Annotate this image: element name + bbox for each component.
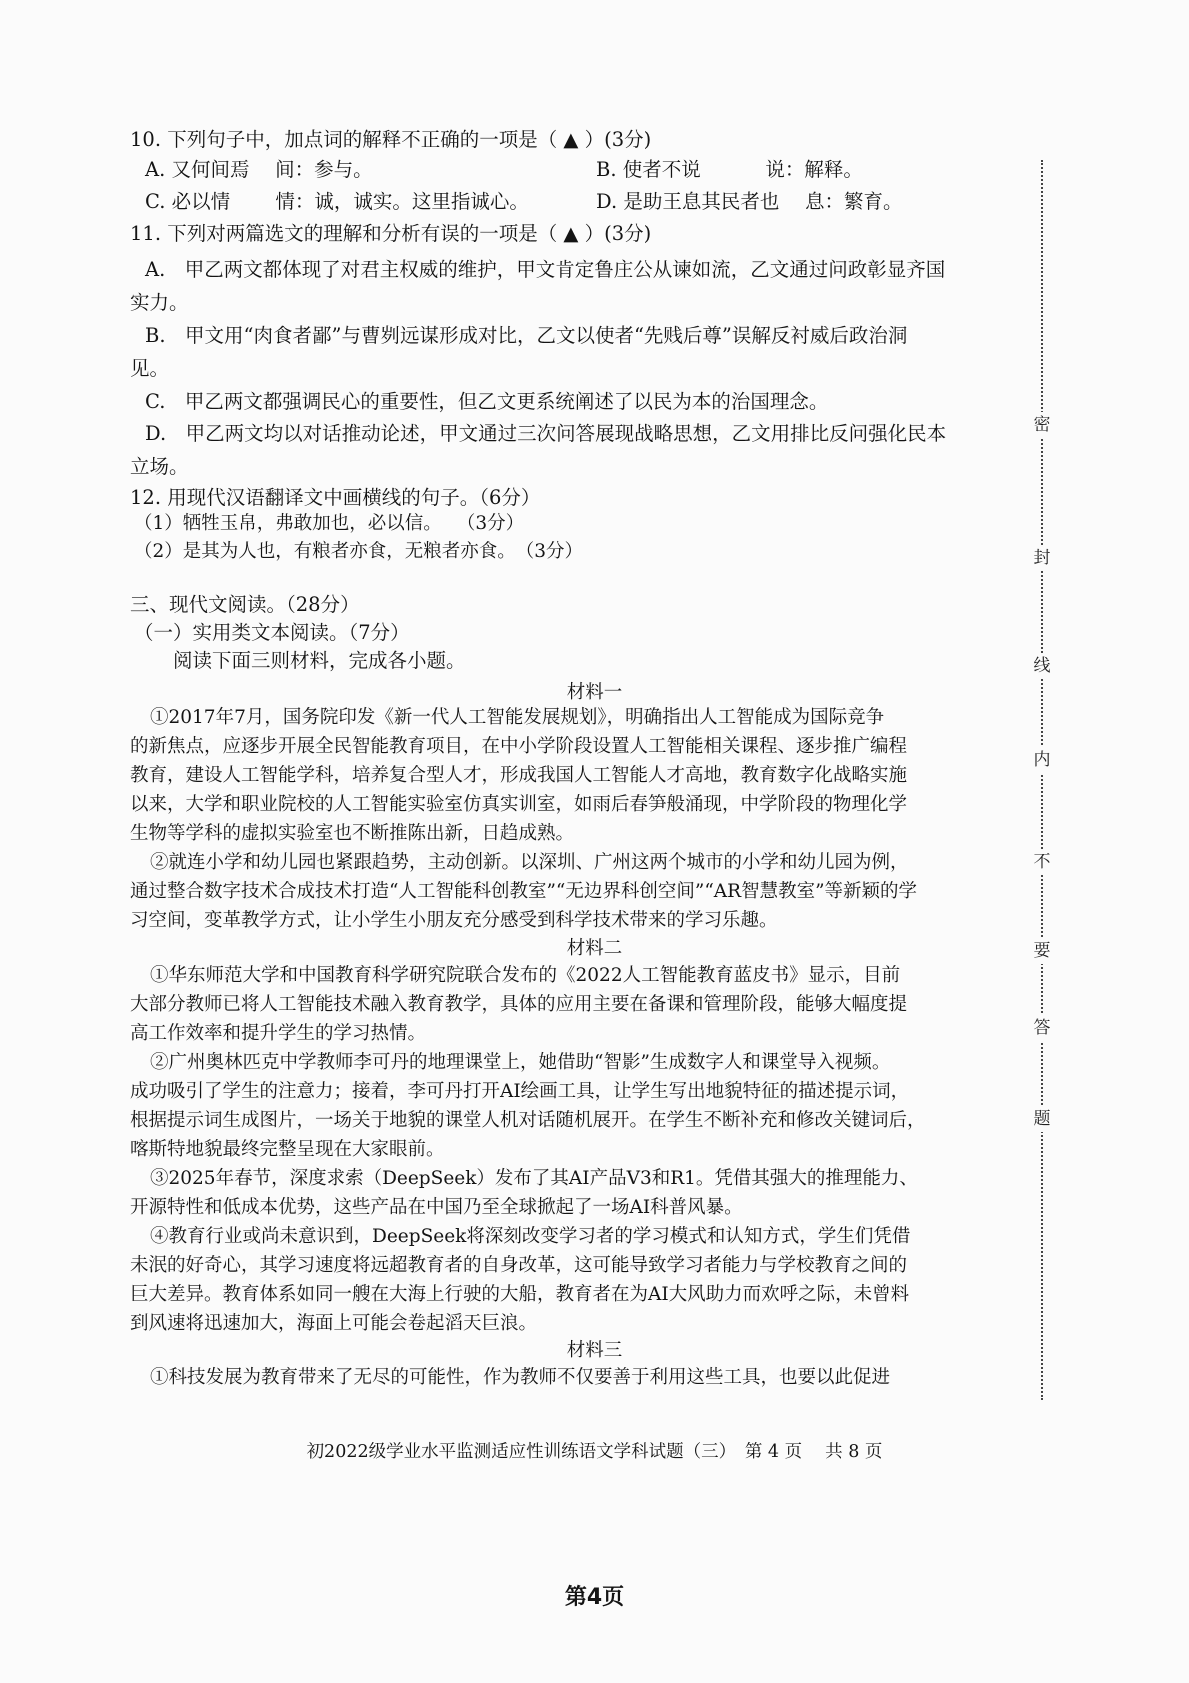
- material1-line: ①2017年7月，国务院印发《新一代人工智能发展规划》，明确指出人工智能成为国际竞争: [150, 707, 885, 728]
- material1-line: ②就连小学和幼儿园也紧跟趋势，主动创新。以深圳、广州这两个城市的小学和幼儿园为例，: [150, 852, 909, 873]
- q11-option-b-line1: B. 甲文用“肉食者鄙”与曹刿远谋形成对比，乙文以使者“先贱后尊”误解反衬威后政治洞: [145, 324, 908, 347]
- material2-line: 高工作效率和提升学生的学习热情。: [130, 1023, 427, 1044]
- material2-line: 成功吸引了学生的注意力；接着，李可丹打开AI绘画工具，让学生写出地貌特征的描述提示词，: [130, 1081, 910, 1102]
- q10-stem: 10. 下列句子中，加点词的解释不正确的一项是（ ▲ ）(3分): [130, 128, 652, 151]
- seal-margin-char: 要: [1030, 938, 1054, 964]
- q10-option-b: B. 使者不说 说：解释。: [596, 158, 863, 181]
- material2-line: 喀斯特地貌最终完整呈现在大家眼前。: [130, 1139, 445, 1160]
- material3-title: 材料三: [566, 1340, 623, 1361]
- q10-option-a: A. 又何间焉 间：参与。: [145, 158, 373, 181]
- material2-line: ①华东师范大学和中国教育科学研究院联合发布的《2022人工智能教育蓝皮书》显示，目前: [150, 965, 901, 986]
- material2-line: ②广州奥林匹克中学教师李可丹的地理课堂上，她借助“智影”生成数字人和课堂导入视频。: [150, 1052, 891, 1073]
- material2-line: 大部分教师已将人工智能技术融入教育教学，具体的应用主要在备课和管理阶段，能够大幅度提: [130, 994, 908, 1015]
- q12-sentence-1: （1）牺牲玉帛，弗敢加也，必以信。 （3分）: [134, 513, 525, 534]
- q11-option-d-line2: 立场。: [130, 455, 189, 478]
- section3-subtitle: （一）实用类文本阅读。（7分）: [134, 621, 410, 644]
- seal-margin-char: 答: [1030, 1015, 1054, 1041]
- material2-line: ③2025年春节，深度求索（DeepSeek）发布了其AI产品V3和R1。凭借其强大的推理能力、: [150, 1168, 918, 1189]
- q11-option-c: C. 甲乙两文都强调民心的重要性，但乙文更系统阐述了以民为本的治国理念。: [145, 390, 829, 413]
- page-footer: 初2022级学业水平监测适应性训练语文学科试题（三） 第 4 页 共 8 页: [306, 1442, 883, 1462]
- section3-instruction: 阅读下面三则材料，完成各小题。: [173, 649, 466, 672]
- q10-option-d: D. 是助王息其民者也 息：繁育。: [596, 190, 903, 213]
- material3-line: ①科技发展为教育带来了无尽的可能性，作为教师不仅要善于利用这些工具，也要以此促进: [150, 1367, 891, 1388]
- q11-option-b-line2: 见。: [130, 357, 170, 380]
- seal-margin-char: 不: [1030, 849, 1054, 875]
- seal-margin-char: 封: [1030, 545, 1054, 571]
- seal-margin-char: 线: [1030, 653, 1054, 679]
- seal-margin-char: 题: [1030, 1106, 1054, 1132]
- q12-sentence-2: （2）是其为人也，有粮者亦食，无粮者亦食。 （3分）: [134, 541, 584, 562]
- material2-line: 根据提示词生成图片，一场关于地貌的课堂人机对话随机展开。在学生不断补充和修改关键词后，: [130, 1110, 926, 1131]
- page-number: 第4页: [564, 1585, 625, 1610]
- seal-margin-char: 内: [1030, 747, 1054, 773]
- section3-title: 三、现代文阅读。（28分）: [130, 593, 360, 616]
- seal-dotted-line: [1041, 160, 1043, 1400]
- material2-title: 材料二: [566, 938, 623, 959]
- seal-margin-char: 密: [1030, 412, 1054, 438]
- material2-line: ④教育行业或尚未意识到，DeepSeek将深刻改变学习者的学习模式和认知方式，学生们凭借: [150, 1226, 911, 1247]
- material1-line: 教育，建设人工智能学科，培养复合型人才，形成我国人工智能人才高地，教育数字化战略实施: [130, 765, 908, 786]
- material1-title: 材料一: [566, 682, 623, 703]
- material2-line: 开源特性和低成本优势，这些产品在中国乃至全球掀起了一场AI科普风暴。: [130, 1197, 743, 1218]
- q12-stem: 12. 用现代汉语翻译文中画横线的句子。（6分）: [130, 486, 541, 509]
- material2-line: 到风速将迅速加大，海面上可能会卷起滔天巨浪。: [130, 1313, 538, 1334]
- material2-line: 未泯的好奇心，其学习速度将远超教育者的自身改革，这可能导致学习者能力与学校教育之间的: [130, 1255, 908, 1276]
- q11-option-d-line1: D. 甲乙两文均以对话推动论述，甲文通过三次问答展现战略思想，乙文用排比反问强化民本: [145, 422, 947, 445]
- material1-line: 通过整合数字技术合成技术打造“人工智能科创教室”“无边界科创空间”“AR智慧教室”等新颖的学: [130, 881, 918, 902]
- material1-line: 以来，大学和职业院校的人工智能实验室仿真实训室，如雨后春笋般涌现，中学阶段的物理化学: [130, 794, 908, 815]
- material1-line: 的新焦点，应逐步开展全民智能教育项目，在中小学阶段设置人工智能相关课程、逐步推广编程: [130, 736, 908, 757]
- material1-line: 习空间，变革教学方式，让小学生小朋友充分感受到科学技术带来的学习乐趣。: [130, 910, 778, 931]
- q11-option-a-line1: A. 甲乙两文都体现了对君主权威的维护，甲文肯定鲁庄公从谏如流，乙文通过问政彰显齐国: [145, 258, 946, 281]
- q10-option-c: C. 必以情 情：诚，诚实。这里指诚心。: [145, 190, 529, 213]
- material1-line: 生物等学科的虚拟实验室也不断推陈出新，日趋成熟。: [130, 823, 575, 844]
- material2-line: 巨大差异。教育体系如同一艘在大海上行驶的大船，教育者在为AI大风助力而欢呼之际，未曾料: [130, 1284, 910, 1305]
- q11-option-a-line2: 实力。: [130, 291, 189, 314]
- q11-stem: 11. 下列对两篇选文的理解和分析有误的一项是（ ▲ ）(3分): [130, 222, 652, 245]
